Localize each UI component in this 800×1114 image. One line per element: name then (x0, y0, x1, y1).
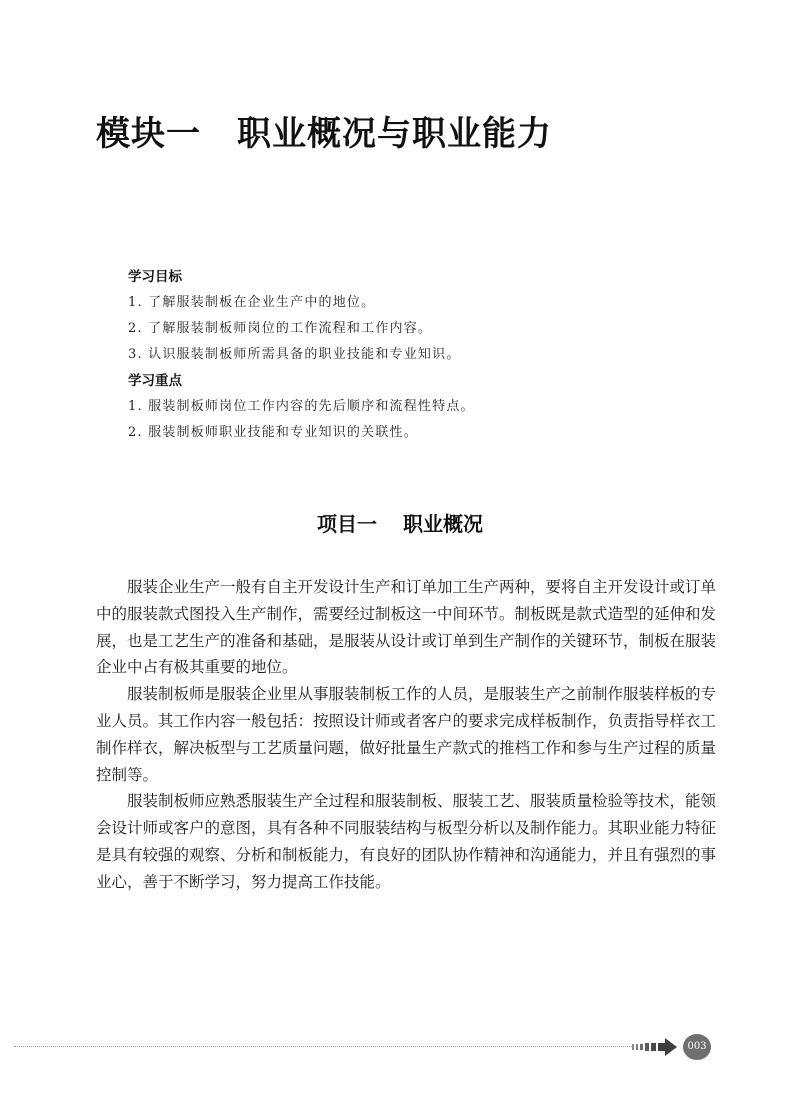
project-name: 职业概况 (403, 512, 483, 536)
objective-item: 2. 了解服装制板师岗位的工作流程和工作内容。 (128, 321, 433, 336)
paragraph: 服装制板师是服装企业里从事服装制板工作的人员，是服装生产之前制作服装样板的专业人员。其工作内容一般包括：按照设计师或者客户的要求完成样板制作，负责指导样衣工制作样衣，解决板型与工艺质量问题，做好批量生产款式的推档工作和参与生产过程的质量控制等。 (96, 685, 717, 784)
page-number: 003 (683, 1034, 711, 1060)
module-name: 职业概况与职业能力 (237, 114, 552, 154)
key-point-item: 1. 服装制板师岗位工作内容的先后顺序和流程性特点。 (128, 399, 475, 414)
objectives-heading: 学习目标 (128, 269, 182, 285)
footer-dotted-line (14, 1046, 632, 1047)
right-arrow-icon (632, 1037, 680, 1057)
project-title (0, 508, 800, 537)
module-title (96, 106, 552, 155)
objective-item: 3. 认识服装制板师所需具备的职业技能和专业知识。 (128, 347, 461, 362)
paragraph: 服装制板师应熟悉服装生产全过程和服装制板、服装工艺、服装质量检验等技术，能领会设计师或客户的意图，具有各种不同服装结构与板型分析以及制作能力。其职业能力特征是具有较强的观察、分析和制板能力，有良好的团队协作精神和沟通能力，并且有强烈的事业心，善于不断学习，努力提高工作技能。 (96, 792, 717, 891)
key-point-item: 2. 服装制板师职业技能和专业知识的关联性。 (128, 425, 418, 440)
body-text (96, 574, 716, 896)
key-points-heading: 学习重点 (128, 373, 182, 389)
module-label: 模块一 (96, 114, 201, 154)
project-label: 项目一 (317, 512, 377, 536)
paragraph: 服装企业生产一般有自主开发设计生产和订单加工生产两种，要将自主开发设计或订单中的服装款式图投入生产制作，需要经过制板这一中间环节。制板既是款式造型的延伸和发展，也是工艺生产的准备和基础，是服装从设计或订单到生产制作的关键环节，制板在服装企业中占有极其重要的地位。 (96, 578, 717, 677)
objective-item: 1. 了解服装制板在企业生产中的地位。 (128, 295, 376, 310)
learning-section (128, 264, 688, 446)
